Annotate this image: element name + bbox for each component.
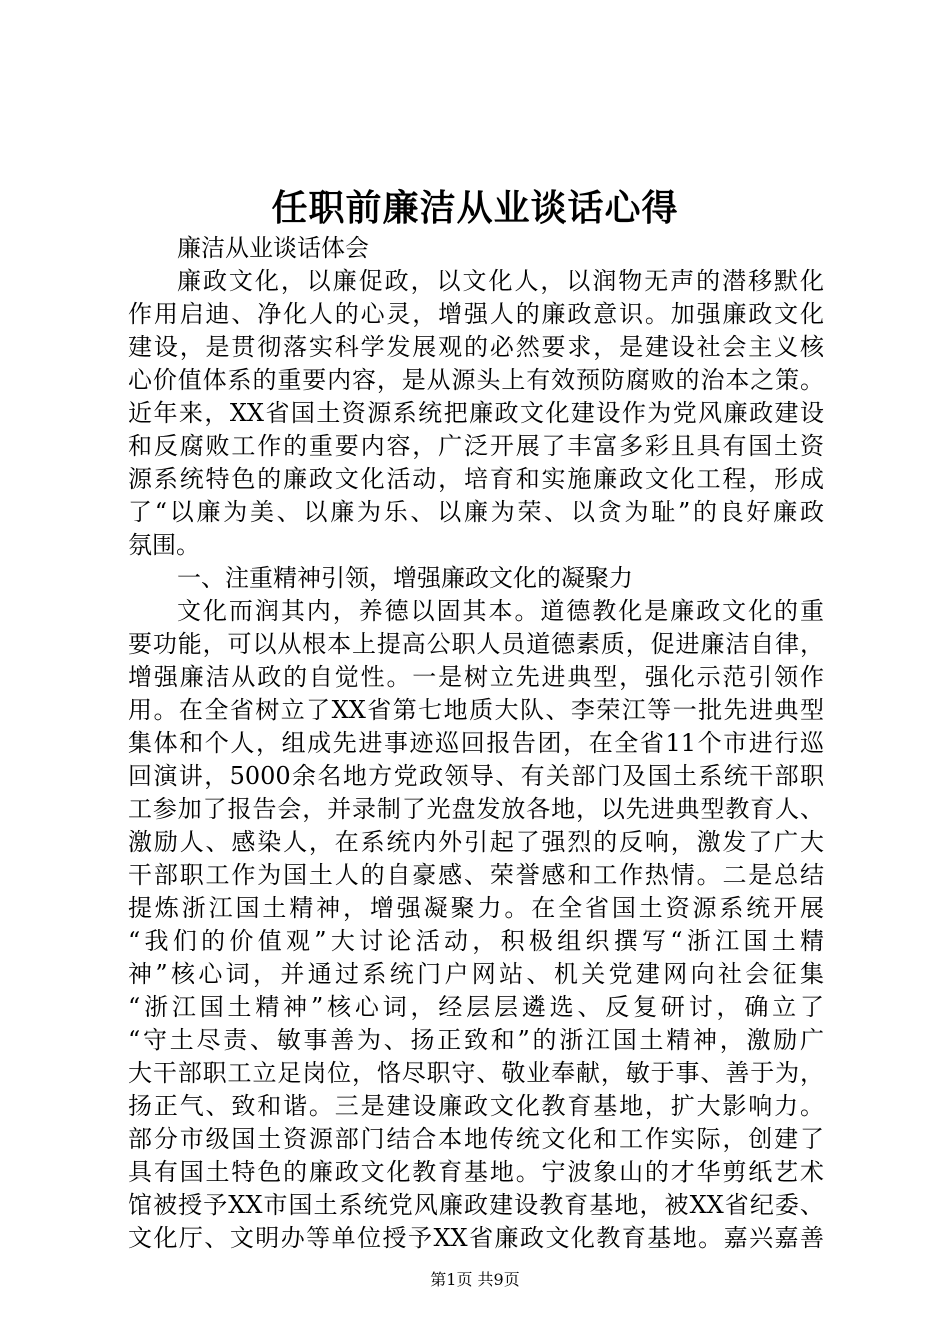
text-line: 馆被授予XX市国土系统党风廉政建设教育基地，被XX省纪委、: [128, 1191, 824, 1219]
text-line: “我们的价值观”大讨论活动，积极组织撰写“浙江国土精: [128, 927, 824, 955]
text-line: 用。在全省树立了XX省第七地质大队、李荣江等一批先进典型: [128, 696, 824, 724]
text-line: 作用启迪、净化人的心灵，增强人的廉政意识。加强廉政文化: [128, 300, 824, 328]
text-line: 干部职工作为国土人的自豪感、荣誉感和工作热情。二是总结: [128, 861, 824, 889]
text-line: 工参加了报告会，并录制了光盘发放各地，以先进典型教育人、: [128, 795, 824, 823]
text-line: 神”核心词，并通过系统门户网站、机关党建网向社会征集: [128, 960, 824, 988]
text-line: 增强廉洁从政的自觉性。一是树立先进典型，强化示范引领作: [128, 663, 824, 691]
text-line: 回演讲，5000余名地方党政领导、有关部门及国土系统干部职: [128, 762, 824, 790]
text-line: 廉洁从业谈话体会: [177, 234, 369, 262]
text-line: 一、注重精神引领，增强廉政文化的凝聚力: [177, 564, 633, 592]
text-line: “守土尽责、敏事善为、扬正致和”的浙江国土精神，激励广: [128, 1026, 824, 1054]
text-line: 廉政文化，以廉促政，以文化人，以润物无声的潜移默化: [177, 267, 824, 295]
page-footer: 第1页 共9页: [430, 1270, 520, 1289]
document-body: [128, 232, 824, 1255]
text-line: 大干部职工立足岗位，恪尽职守、敬业奉献，敏于事、善于为，: [128, 1059, 824, 1087]
text-line: “浙江国土精神”核心词，经层层遴选、反复研讨，确立了: [128, 993, 824, 1021]
text-line: 集体和个人，组成先进事迹巡回报告团，在全省11个市进行巡: [128, 729, 824, 757]
text-line: 和反腐败工作的重要内容，广泛开展了丰富多彩且具有国土资: [128, 432, 824, 460]
text-line: 激励人、感染人，在系统内外引起了强烈的反响，激发了广大: [128, 828, 824, 856]
text-line: 氛围。: [128, 531, 200, 559]
text-line: 扬正气、致和谐。三是建设廉政文化教育基地，扩大影响力。: [128, 1092, 824, 1120]
text-line: 要功能，可以从根本上提高公职人员道德素质，促进廉洁自律，: [128, 630, 824, 658]
text-line: 近年来，XX省国土资源系统把廉政文化建设作为党风廉政建设: [128, 399, 824, 427]
text-line: 具有国土特色的廉政文化教育基地。宁波象山的才华剪纸艺术: [128, 1158, 824, 1186]
text-line: 提炼浙江国土精神，增强凝聚力。在全省国土资源系统开展: [128, 894, 824, 922]
text-line: 建设，是贯彻落实科学发展观的必然要求，是建设社会主义核: [128, 333, 824, 361]
text-line: 文化厅、文明办等单位授予XX省廉政文化教育基地。嘉兴嘉善: [128, 1224, 824, 1252]
document-title: 任职前廉洁从业谈话心得: [271, 187, 679, 229]
text-line: 心价值体系的重要内容，是从源头上有效预防腐败的治本之策。: [128, 366, 824, 394]
text-line: 部分市级国土资源部门结合本地传统文化和工作实际，创建了: [128, 1125, 824, 1153]
text-line: 源系统特色的廉政文化活动，培育和实施廉政文化工程，形成: [128, 465, 824, 493]
text-line: 了“以廉为美、以廉为乐、以廉为荣、以贪为耻”的良好廉政: [128, 498, 824, 526]
text-line: 文化而润其内，养德以固其本。道德教化是廉政文化的重: [177, 597, 824, 625]
